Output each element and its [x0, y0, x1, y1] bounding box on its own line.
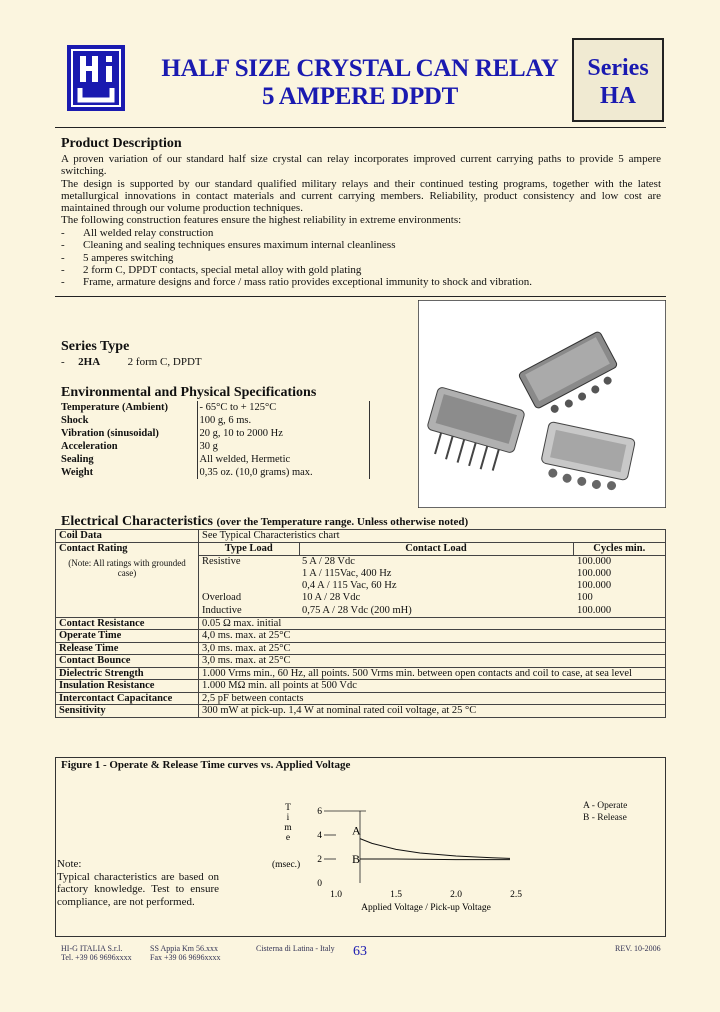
table-row: 0,4 A / 115 Vac, 60 Hz 100.000: [302, 580, 612, 592]
series-type-heading: Series Type: [61, 339, 130, 354]
table-row: Insulation Resistance 1.000 MΩ min. all points at 500 Vdc: [56, 680, 666, 693]
list-item: - Frame, armature designs and force / mass ratio provides exceptional immunity to shock and vibration.: [61, 276, 533, 289]
y-tick-label: 6: [317, 807, 322, 817]
series-value: HA: [600, 83, 636, 109]
table-row: Acceleration 30 g: [59, 440, 369, 453]
table-row: 1 A / 115Vac, 400 Hz 100.000: [302, 567, 612, 579]
product-heading: Product Description: [61, 136, 182, 151]
list-item: - 2 form C, DPDT contacts, special metal alloy with gold plating: [61, 264, 362, 276]
relay-photo: [418, 300, 666, 508]
y-label-char: e: [285, 833, 291, 843]
figure-title: Figure 1 - Operate & Release Time curves vs. Applied Voltage: [61, 759, 351, 771]
x-tick-label: 1.0: [330, 890, 342, 900]
product-description: [61, 153, 661, 289]
x-tick-label: 1.5: [390, 890, 402, 900]
y-tick-label: 2: [317, 855, 322, 865]
series-label: Series: [587, 55, 649, 81]
y-label-char: m: [284, 823, 292, 833]
y-label-char: i: [286, 813, 290, 823]
series-type-dash: -: [61, 356, 65, 368]
hi-g-logo: [66, 44, 126, 112]
table-row: Coil Data See Typical Characteristics chart: [56, 530, 666, 543]
table-row: Contact Bounce 3,0 ms. max. at 25°C: [56, 655, 666, 668]
table-row: Contact Resistance 0.05 Ω max. initial: [56, 617, 666, 630]
table-row: Weight 0,35 oz. (10,0 grams) max.: [59, 466, 369, 479]
series-label-B: B: [352, 852, 361, 866]
y-tick-label: 4: [317, 831, 322, 841]
title-line-1: HALF SIZE CRYSTAL CAN RELAY: [161, 55, 559, 82]
table-row: Shock 100 g, 6 ms.: [59, 414, 369, 427]
table-row: Contact Rating (Note: All ratings with grounded case) Type Load Contact Load Cycles min. Resistive 5 A / 28 Vdc 100.000 1 A / 115Vac, 400 Hz 100.000 0,4 A / 115 Vac, 60 Hz 100.000 Overload 10 A / 28 Vdc 100 Inductive 0,75 A / 28 Vdc (200 mH) 100.000: [56, 542, 666, 617]
series-line-A: [360, 839, 510, 859]
figure-note: Note: Typical characteristics are based on factory knowledge. Test to ensure compliance, are not performed.: [57, 858, 219, 908]
footer-address: SS Appia Km 56.xxx Fax +39 06 9696xxxx: [150, 944, 221, 962]
footer-revision: REV. 10-2006: [615, 944, 661, 953]
product-p2: The design is supported by our standard qualified military relays and their continued testing programs, together with the latest metallurgical innovations in contact materials and current carrying members. Reliability, product consistency and low cost are maintained through our volume production techniques.: [61, 177, 661, 215]
electrical-table: [55, 529, 666, 718]
series-box: [572, 38, 664, 122]
table-row: Release Time 3,0 ms. max. at 25°C: [56, 642, 666, 655]
contact-rating-table: Type Load Contact Load Cycles min. Resistive 5 A / 28 Vdc 100.000 1 A / 115Vac, 400 Hz 100.000 0,4 A / 115 Vac, 60 Hz 100.000 Overload 10 A / 28 Vdc 100 Inductive 0,75 A / 28 Vdc (200 mH) 100.000: [199, 543, 665, 617]
product-p3: The following construction features ensure the highest reliability in extreme environments:: [61, 214, 462, 227]
feature-list: [61, 227, 661, 289]
product-p1: A proven variation of our standard half size crystal can relay incorporates improved current carrying paths to provide 5 ampere switching.: [61, 153, 661, 178]
environmental-table: [59, 401, 370, 479]
series-type-row: [61, 356, 202, 368]
figure-legend: A - Operate B - Release: [583, 801, 628, 823]
y-label-unit: (msec.): [272, 860, 301, 870]
y-tick-label: 0: [317, 879, 322, 889]
table-row: Dielectric Strength 1.000 Vrms min., 60 Hz, all points. 500 Vrms min. between open contacts and coil to case, at sea level: [56, 667, 666, 680]
table-row: Temperature (Ambient) - 65°C to + 125°C: [59, 401, 369, 414]
table-row: Overload 10 A / 28 Vdc 100: [202, 592, 593, 604]
list-item: - All welded relay construction: [61, 226, 214, 239]
x-axis-label: Applied Voltage / Pick-up Voltage: [361, 903, 491, 913]
x-tick-label: 2.0: [450, 890, 462, 900]
table-row: Operate Time 4,0 ms. max. at 25°C: [56, 630, 666, 643]
list-item: - Cleaning and sealing techniques ensures maximum internal cleanliness: [61, 239, 396, 252]
table-row: Inductive 0,75 A / 28 Vdc (200 mH) 100.000: [202, 604, 612, 616]
table-row: Vibration (sinusoidal) 20 g, 10 to 2000 Hz: [59, 427, 369, 440]
list-item: - 5 amperes switching: [61, 251, 174, 264]
product-rule: [55, 296, 666, 297]
x-tick-label: 2.5: [510, 890, 522, 900]
table-row: Sensitivity 300 mW at pick-up. 1,4 W at nominal rated coil voltage, at 25 °C: [56, 705, 666, 718]
y-label-char: T: [285, 803, 291, 813]
title-line-2: 5 AMPERE DPDT: [261, 83, 459, 110]
table-row: Sealing All welded, Hermetic: [59, 453, 369, 466]
environmental-heading: Environmental and Physical Specifications: [61, 385, 317, 400]
footer-company: HI-G ITALIA S.r.l. Tel. +39 06 9696xxxx: [61, 944, 132, 962]
page-number: 63: [353, 944, 367, 959]
electrical-heading: Electrical Characteristics (over the Temperature range. Unless otherwise noted): [61, 514, 469, 529]
table-row: Resistive 5 A / 28 Vdc 100.000: [202, 555, 612, 567]
footer-city: Cisterna di Latina - Italy: [256, 944, 335, 953]
table-row: Intercontact Capacitance 2,5 pF between contacts: [56, 692, 666, 705]
series-type-code: 2HA: [78, 356, 101, 368]
series-type-desc: 2 form C, DPDT: [127, 356, 202, 368]
operate-release-chart: [270, 795, 540, 913]
header-rule: [55, 127, 666, 128]
series-label-A: A: [352, 823, 361, 838]
series-line-B: [360, 859, 510, 860]
